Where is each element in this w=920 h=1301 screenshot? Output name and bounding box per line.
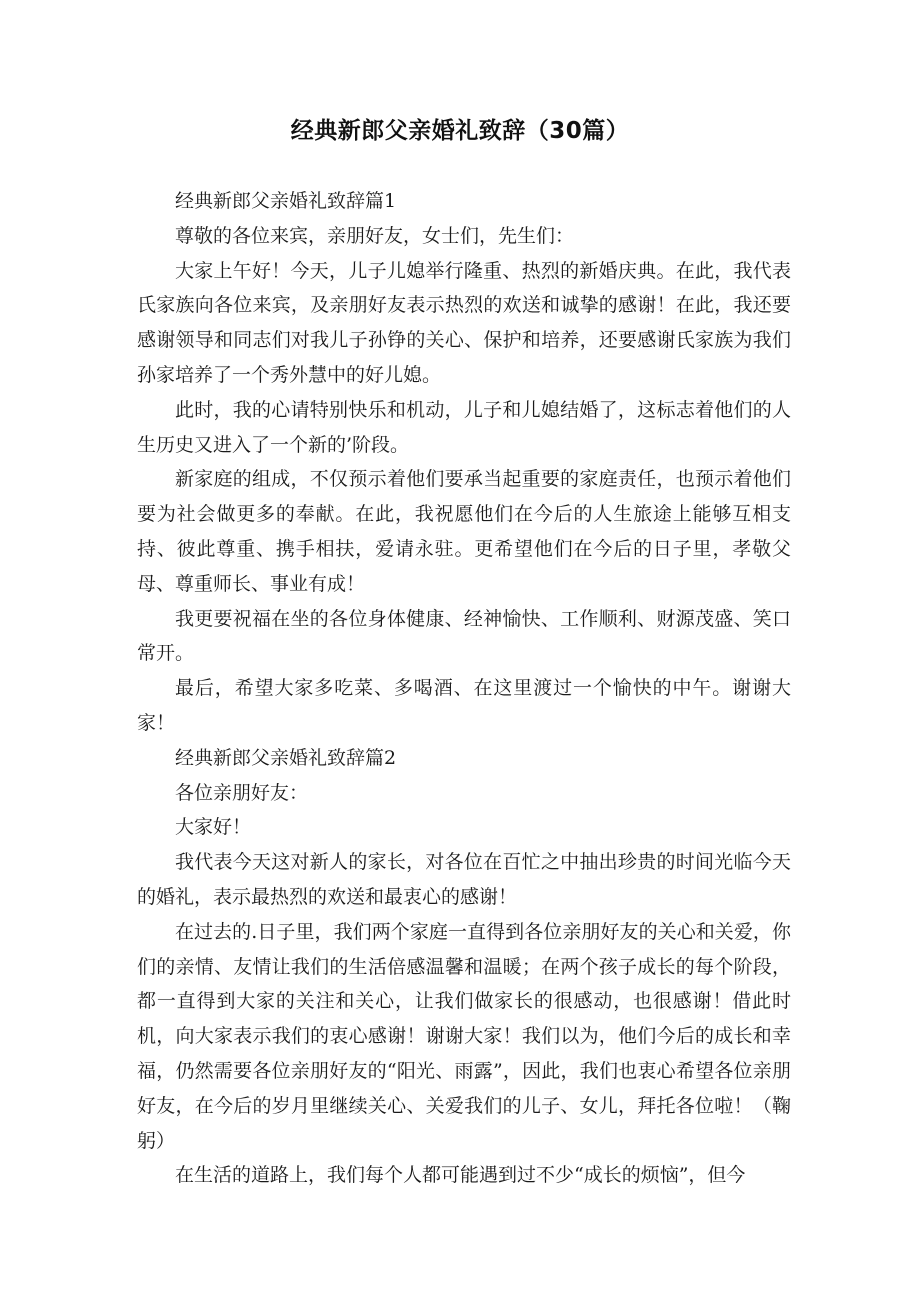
paragraph: 各位亲朋好友： (175, 781, 309, 804)
paragraph: 新家庭的组成，不仅预示着他们要承当起重要的家庭责任，也预示着他们要为社会做更多的奉献。在此，我祝愿他们在今后的人生旅途上能够互相支持、彼此尊重、携手相扶，爱请永驻。更希望他们在今后的日子里，孝敬父母、尊重师长、事业有成！ (137, 468, 791, 595)
paragraph: 在过去的.日子里，我们两个家庭一直得到各位亲朋好友的关心和关爱，你们的亲情、友情让我们的生活倍感温馨和温暖；在两个孩子成长的每个阶段，都一直得到大家的关注和关心，让我们做家长的很感动，也很感谢！借此时机，向大家表示我们的衷心感谢！谢谢大家！我们以为，他们今后的成长和幸福，仍然需要各位亲朋好友的“阳光、雨露”，因此，我们也衷心希望各位亲朋好友，在今后的岁月里继续关心、关爱我们的儿子、女儿，拜托各位啦！（鞠躬） (137, 920, 791, 1152)
paragraph: 最后，希望大家多吃菜、多喝酒、在这里渡过一个愉快的中午。谢谢大家！ (137, 677, 791, 734)
paragraph: 在生活的道路上，我们每个人都可能遇到过不少“成长的烦恼”，但今 (175, 1164, 746, 1187)
paragraph: 我更要祝福在坐的各位身体健康、经神愉快、工作顺利、财源茂盛、笑口常开。 (137, 607, 791, 665)
paragraph: 尊敬的各位来宾，亲朋好友，女士们，先生们： (175, 224, 575, 247)
document-body (137, 184, 791, 1193)
section-heading: 经典新郎父亲婚礼致辞篇1 (175, 190, 397, 212)
paragraph: 大家好！ (175, 816, 252, 839)
page-title: 经典新郎父亲婚礼致辞（30篇） (290, 118, 630, 144)
paragraph: 我代表今天这对新人的家长，对各位在百忙之中抽出珍贵的时间光临今天的婚礼，表示最热烈的欢送和最衷心的感谢！ (137, 851, 791, 908)
paragraph: 大家上午好！今天，儿子儿媳举行隆重、热烈的新婚庆典。在此，我代表氏家族向各位来宾，及亲朋好友表示热烈的欢送和诚挚的感谢！在此，我还要感谢领导和同志们对我儿子孙铮的关心、保护和培养，还要感谢氏家族为我们孙家培养了一个秀外慧中的好儿媳。 (137, 259, 791, 386)
section-heading: 经典新郎父亲婚礼致辞篇2 (175, 746, 397, 769)
paragraph: 此时，我的心请特别快乐和机动，儿子和儿媳结婚了，这标志着他们的人生历史又进入了一个新的’阶段。 (137, 398, 791, 456)
